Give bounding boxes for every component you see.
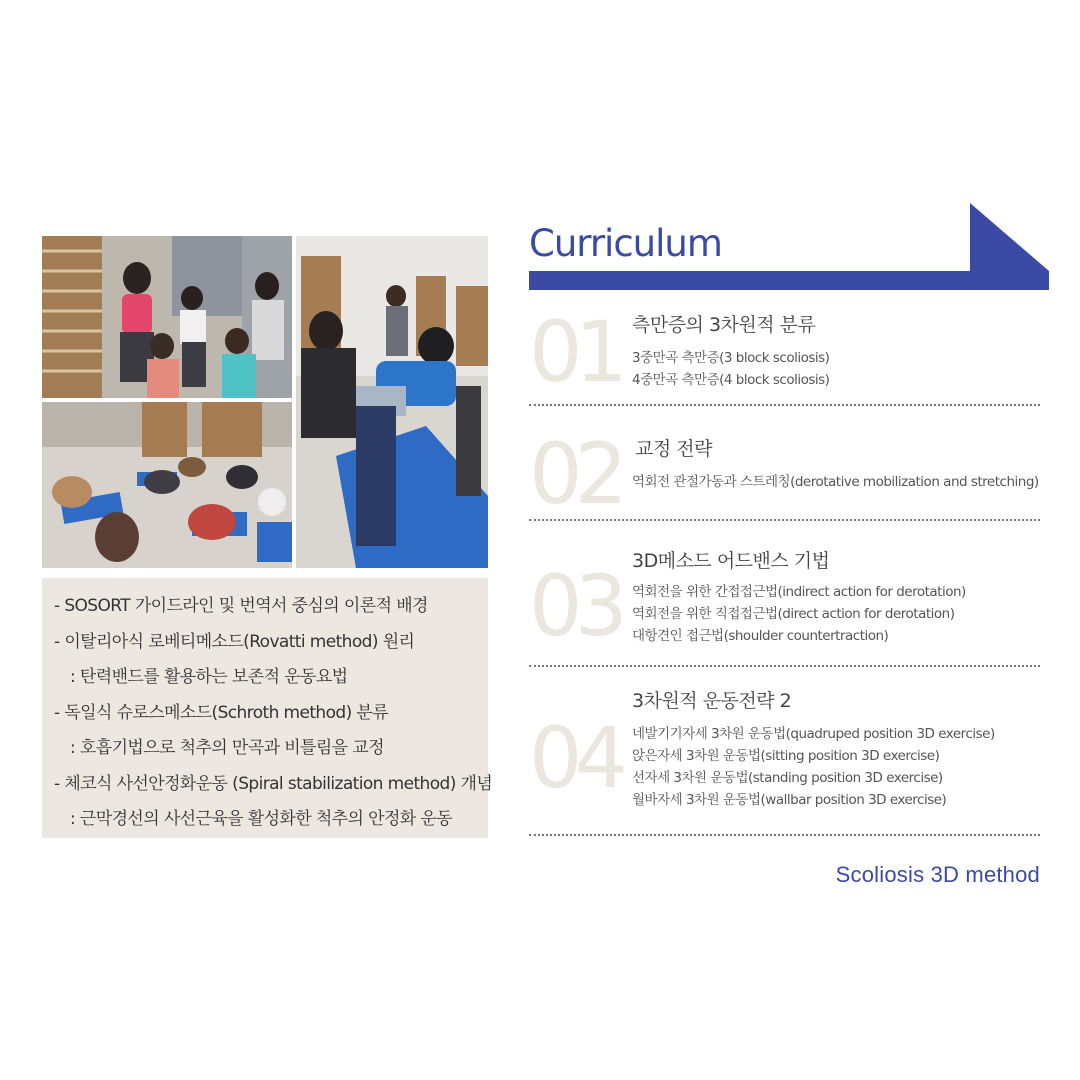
section-item: 역회전 관절가동과 스트레칭(derotative mobilization and stretching) — [632, 474, 1039, 490]
section-number: 04 — [529, 709, 620, 807]
section-item: 앉은자세 3차원 운동법(sitting position 3D exercise) — [632, 748, 940, 764]
footer-brand: Scoliosis 3D method — [835, 862, 1040, 887]
section-divider — [529, 404, 1040, 406]
section-title: 측만증의 3차원적 분류 — [632, 314, 816, 336]
curriculum-notes-panel — [42, 578, 493, 838]
section-item: 월바자세 3차원 운동법(wallbar position 3D exercise) — [632, 792, 947, 808]
photo-wallbar-exercise — [42, 236, 292, 398]
note-line: : 근막경선의 사선근육을 활성화한 척추의 안정화 운동 — [70, 809, 453, 829]
section-title: 3차원적 운동전략 2 — [632, 690, 792, 712]
section-number: 01 — [529, 303, 620, 401]
note-line: - 이탈리아식 로베티메소드(Rovatti method) 원리 — [54, 631, 415, 652]
section-item: 3중만곡 측만증(3 block scoliosis) — [632, 350, 830, 366]
section-number: 02 — [529, 425, 620, 523]
section-title: 교정 전략 — [635, 438, 712, 460]
note-line: - SOSORT 가이드라인 및 번역서 중심의 이론적 배경 — [54, 596, 428, 616]
note-line: - 독일식 슈로스메소드(Schroth method) 분류 — [54, 702, 389, 723]
section-item: 선자세 3차원 운동법(standing position 3D exercise) — [632, 770, 943, 786]
section-number: 03 — [529, 557, 620, 655]
section-item: 역회전을 위한 간접접근법(indirect action for derotation) — [632, 584, 966, 600]
page-title: Curriculum — [529, 222, 722, 265]
section-item: 역회전을 위한 직접접근법(direct action for derotation) — [632, 606, 955, 622]
section-item: 네발기기자세 3차원 운동법(quadruped position 3D exercise) — [632, 726, 995, 742]
section-item: 4중만곡 측만증(4 block scoliosis) — [632, 372, 830, 388]
photo-instructor-demo — [296, 236, 488, 568]
photo-group-mat-exercise — [42, 402, 292, 568]
section-divider — [529, 519, 1040, 521]
section-divider — [529, 834, 1040, 836]
section-divider — [529, 665, 1040, 667]
note-line: : 호흡기법으로 척추의 만곡과 비틀림을 교정 — [70, 738, 384, 758]
note-line: - 체코식 사선안정화운동 (Spiral stabilization method) 개념 — [54, 773, 493, 794]
section-title: 3D메소드 어드밴스 기법 — [632, 550, 830, 572]
note-line: : 탄력밴드를 활용하는 보존적 운동요법 — [70, 667, 348, 687]
section-item: 대항견인 접근법(shoulder countertraction) — [632, 628, 889, 644]
